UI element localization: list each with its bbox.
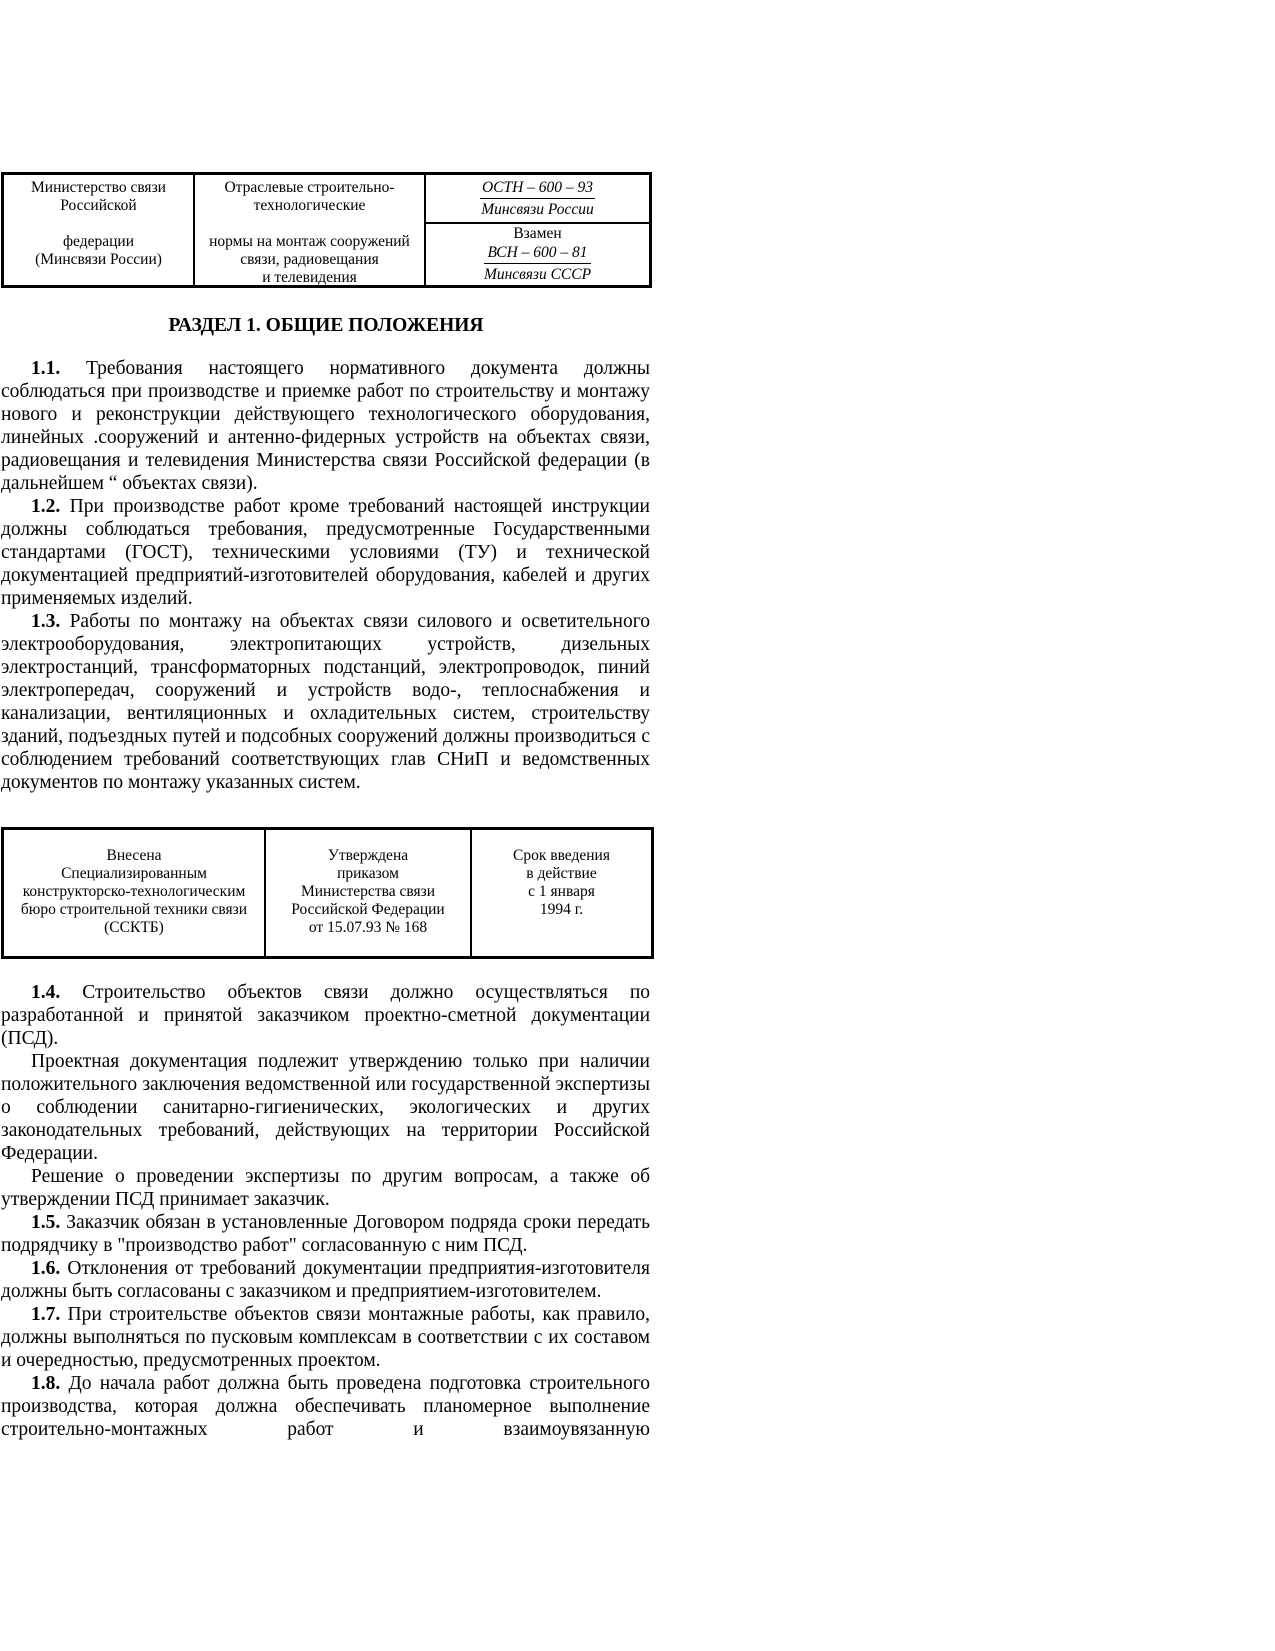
doc-org: Минсвязи России [481, 201, 594, 218]
effective-date-cell [472, 830, 651, 956]
doc-code: ОСТН – 600 – 93 [480, 178, 595, 199]
norms-line: связи, радиовещания [240, 251, 379, 268]
cell-line: Российской Федерации [291, 901, 445, 918]
paragraph-number: 1.1. [31, 358, 61, 379]
ministry-line: федерации [63, 233, 134, 250]
cell-line: Министерства связи [300, 883, 435, 900]
cell-line: бюро строительной техники связи [20, 901, 248, 918]
paragraph-number: 1.3. [31, 611, 61, 632]
paragraph-text: Строительство объектов связи должно осуществляться по разработанной и принятой заказчиком проектно-сметной документации (ПСД). [1, 982, 650, 1049]
cell-line: в действие [526, 865, 597, 882]
cell-line: 1994 г. [539, 901, 584, 918]
paragraph [1, 357, 650, 495]
paragraph-text: Заказчик обязан в установленные Договором подряда сроки передать подрядчику в "производство работ" согласованную с ним ПСД. [1, 1212, 650, 1256]
cell-line: (ССКТБ) [104, 919, 164, 936]
cell-line: Утверждена [327, 847, 409, 864]
cell-line: конструкторско-технологическим [22, 883, 246, 900]
approval-table [1, 827, 654, 959]
paragraph-number: 1.8. [31, 1373, 61, 1394]
cell-line: от 15.07.93 № 168 [308, 919, 428, 936]
cell-line: с 1 января [528, 883, 595, 900]
paragraph-number: 1.2. [31, 496, 61, 517]
norms-line: нормы на монтаж сооружений [209, 233, 410, 250]
paragraph-text: Работы по монтажу на объектах связи силового и осветительного электрооборудования, электропитающих устройств, дизельных электростанций, трансформаторных подстанций, электропроводок, пиний электропередач, сооружений и устройств водо-, теплоснабжения и канализации, вентиляционных и охладительных систем, строительству зданий, подъездных путей и подсобных сооружений должны производиться с соблюдением требований соответствующих глав СНиП и ведомственных документов по монтажу указанных систем. [1, 611, 650, 793]
paragraph-text: При строительстве объектов связи монтажные работы, как правило, должны выполняться по пусковым комплексам в соответствии с их составом и очередностью, предусмотренных проектом. [1, 1304, 650, 1371]
ministry-line: Министерство связи [31, 179, 166, 196]
paragraph [1, 495, 650, 610]
paragraph [1, 1211, 650, 1257]
paragraph-number: 1.4. [31, 982, 61, 1003]
paragraph-text: Требования настоящего нормативного документа должны соблюдаться при производстве и приемке работ по строительству и монтажу нового и реконструкции действующего технологического оборудования, линейных .сооружений и антенно-фидерных устройств на объектах связи, радиовещания и телевидения Министерства связи Российской федерации (в дальнейшем “ объектах связи). [1, 358, 650, 494]
paragraph-number: 1.6. [31, 1258, 61, 1279]
header-table [1, 172, 652, 288]
paragraph-text: До начала работ должна быть проведена подготовка строительного производства, которая должна обеспечивать планомерное выполнение строительно-монтажных работ и взаимоувязанную [1, 1373, 650, 1440]
paragraph-number: 1.5. [31, 1212, 61, 1233]
paragraphs-top [1, 357, 650, 794]
cell-line: Специализированным [61, 865, 207, 882]
paragraph [1, 1303, 650, 1372]
paragraph [1, 1372, 650, 1441]
paragraph [1, 1050, 650, 1165]
paragraph [1, 1165, 650, 1211]
norms-line: и телевидения [262, 269, 357, 286]
paragraph [1, 1257, 650, 1303]
submitted-by-cell [4, 830, 266, 956]
norms-line: Отраслевые строительно- [224, 179, 395, 196]
paragraph-text: При производстве работ кроме требований настоящей инструкции должны соблюдаться требования, предусмотренные Государственными стандартами (ГОСТ), техническими условиями (ТУ) и технической документацией предприятий-изготовителей оборудования, кабелей и других применяемых изделий. [1, 496, 650, 609]
doc-code-fraction [480, 178, 595, 219]
approved-by-cell [266, 830, 472, 956]
paragraph-number: 1.7. [31, 1304, 61, 1325]
paragraph [1, 610, 650, 794]
cell-line: приказом [337, 865, 399, 882]
ministry-cell [4, 175, 195, 285]
paragraph-text: Решение о проведении экспертизы по другим вопросам, а также об утверждении ПСД принимает заказчик. [1, 1166, 650, 1210]
paragraph-text: Проектная документация подлежит утверждению только при наличии положительного заключения ведомственной или государственной экспертизы о соблюдении санитарно-гигиенических, экологических и других законодательных требований, действующих на территории Российской Федерации. [1, 1051, 650, 1164]
paragraph-text: Отклонения от требований документации предприятия-изготовителя должны быть согласованы с заказчиком и предприятием-изготовителем. [1, 1258, 650, 1302]
old-doc-org: Минсвязи СССР [483, 266, 592, 283]
norms-title-cell [195, 175, 426, 285]
ministry-line: Российской [60, 197, 137, 214]
document-code-cell [426, 175, 649, 285]
paragraph [1, 981, 650, 1050]
replace-label: Взамен [513, 225, 562, 242]
cell-line: Внесена [106, 847, 162, 864]
ministry-line: (Минсвязи России) [35, 251, 162, 268]
section-title: РАЗДЕЛ 1. ОБЩИЕ ПОЛОЖЕНИЯ [168, 315, 484, 336]
old-doc-code: ВСН – 600 – 81 [484, 243, 591, 264]
cell-line: Срок введения [513, 847, 610, 864]
norms-line: технологические [253, 197, 366, 214]
replaced-doc-fraction [484, 225, 591, 284]
paragraphs-bottom [1, 981, 650, 1441]
